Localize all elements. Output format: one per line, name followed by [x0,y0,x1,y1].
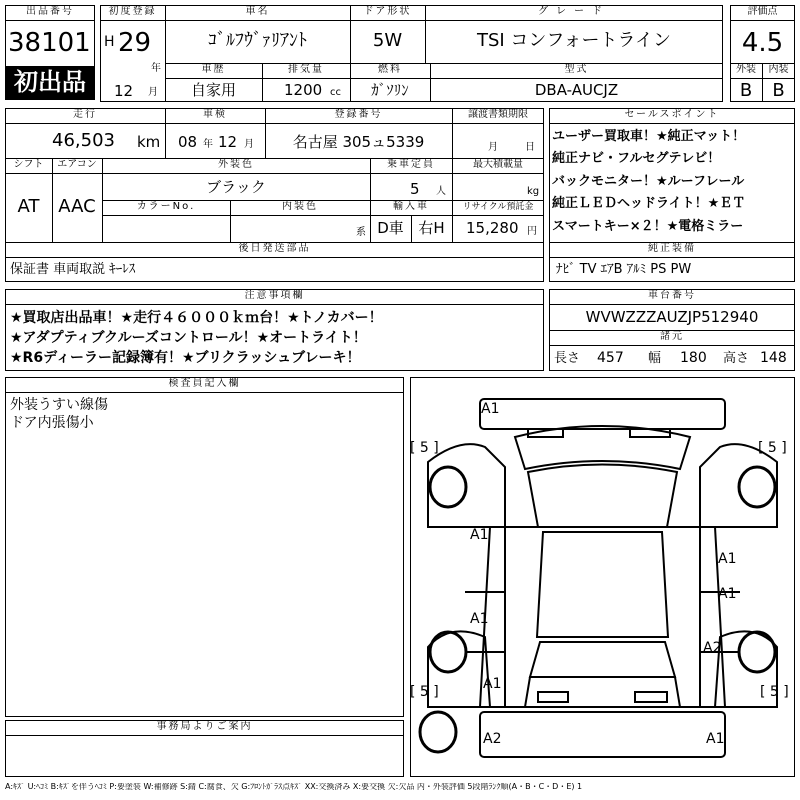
capacity-label: 乗車定員 [387,159,435,170]
era-prefix: H [104,34,115,50]
transfer-label: 譲渡書類期限 [468,109,528,120]
door-type: 5W [372,30,403,51]
note-line: ★R6ディーラー記録簿有！★ブリクラッシュブレーキ！ [10,350,361,366]
rear-lamp-left [538,692,568,702]
equipment-label: 純正装備 [648,243,696,254]
left-rear-door-mark: A1 [470,611,489,627]
inspection-year: 08 [178,133,198,151]
mileage-label: 走行 [73,109,97,120]
max-load-label: 最大積載量 [473,159,523,170]
model: DBA-AUCJZ [534,81,619,99]
right-rear-door-mark: A1 [718,586,737,602]
car-diagram [410,377,795,777]
fuel-label: 燃料 [378,64,402,75]
recycle: 15,280 [466,219,519,237]
ac: AAC [58,196,96,217]
color: ブラック [206,178,266,196]
office-label: 事務局よりご案内 [156,721,253,732]
transfer-month: 月 [488,142,498,153]
interior-color-suffix: 系 [356,227,366,238]
height-label: 高さ [723,351,750,366]
sales-point-line: 純正ナビ・フルセグテレビ！ [552,151,721,167]
plate: 名古屋 305ュ5339 [292,133,425,151]
later-parts: 保証書 車両取説 ｷｰﾚｽ [10,262,136,277]
history: 自家用 [190,81,236,99]
rear-left-tire [430,632,466,672]
ac-label: エアコン [57,159,97,170]
fuel: ｶﾞｿﾘﾝ [371,81,409,99]
recycle-label: リサイクル預託金 [462,202,534,212]
legend: A:ｷｽﾞ U:ﾍｺﾐ B:ｷｽﾞを伴うﾍｺﾐ P:要塗装 W:補修跡 S:錆 C:腐食、欠 G:ﾌﾛﾝﾄｶﾞﾗｽ点ｷｽﾞ XX:交換済み X:要交換 欠:欠品 内・外装評価 5段階ﾗﾝｸ順(A・B・C・D・E) 1 [5,783,583,791]
roof [537,532,668,637]
max-load-unit: kg [527,186,540,197]
reg-year: 29 [118,28,152,58]
equipment: ﾅﾋﾞ TV ｴｱB ｱﾙﾐ PS PW [556,262,692,277]
grade-label: グレード [538,6,610,17]
displacement-unit: cc [330,87,341,98]
height: 148 [760,350,787,366]
body-outline [480,527,725,707]
reg-year-unit: 年 [151,63,161,74]
width: 180 [680,350,707,366]
rear-bumper [480,712,725,757]
vin-label: 車台番号 [648,290,696,301]
left-front-door-mark: A1 [470,527,489,543]
grade: TSI コンフォートライン [476,30,671,51]
car-name-label: 車名 [245,6,270,17]
inspector-line: ドア内張傷小 [10,415,94,431]
score-label: 評価点 [747,6,778,17]
shift-label: シフト [13,159,44,170]
note-line: ★買取店出品車！★走行４６０００ｋｍ台！★トノカバー！ [10,310,383,326]
roof-mark: A1 [481,401,500,417]
tire-front-right: [ 5 ] [758,440,787,456]
sales-point-line: 純正ＬＥＤヘッドライト！★ＥＴ [552,196,746,212]
color-label: 外装色 [218,159,254,170]
reg-month: 12 [114,82,134,100]
notes-list [10,308,540,368]
later-parts-label: 後日発送部品 [238,243,311,254]
exterior-label: 外装 [736,64,756,75]
sales-point-line: スマートキー×２！★電格ミラー [552,218,744,234]
interior-color-label: 内装色 [282,201,318,212]
front-right-tire [739,467,775,507]
front-bumper-frame [480,399,725,429]
sales-point-line: ユーザー買取車！★純正マット！ [552,129,746,144]
windshield [515,426,690,469]
inspection-month: 12 [218,133,238,151]
capacity-unit: 人 [436,186,446,197]
color-no-label: カラーNo. [136,201,196,212]
door-label: ドア形状 [363,6,412,17]
sales-points-label: セールスポイント [624,109,720,120]
inspection-label: 車検 [203,109,227,120]
model-label: 型式 [564,64,589,75]
score: 4.5 [741,28,784,58]
dimensions-label: 諸元 [660,331,684,342]
width-label: 幅 [648,351,662,366]
reg-month-unit: 月 [148,87,158,98]
length: 457 [597,350,624,366]
rear-right-tire [739,632,775,672]
mileage: 46,503 [52,130,115,151]
inspection-year-unit: 年 [203,139,213,150]
first-listing-badge: 初出品 [6,66,94,99]
rear-left-mark: A2 [483,731,502,747]
rear-right-mark: A1 [706,731,725,747]
inspector-notes [10,396,108,432]
shift: AT [17,196,40,217]
front-left-tire [430,467,466,507]
length-label: 長さ [554,351,581,366]
tire-front-left: [ 5 ] [410,440,439,456]
note-line: ★アダプティブクルーズコントロール！★オートライト！ [10,330,367,346]
rear-glass [530,642,675,677]
interior-grade: B [772,80,785,101]
recycle-unit: 円 [527,226,537,237]
left-quarter-mark: A1 [483,676,502,692]
right-front-door-mark: A1 [718,551,737,567]
spare-tire [420,712,456,752]
tire-rear-left: [ 5 ] [410,684,439,700]
lot-number: 38101 [8,28,91,58]
sales-points-list [552,126,792,238]
hood [528,465,677,528]
import-drive: D車 [377,219,404,237]
rear-lamp-right [635,692,667,702]
exterior-grade: B [739,80,753,101]
interior-label: 内装 [768,64,789,75]
vin: WVWZZZAUZJP512940 [585,308,759,326]
displacement-label: 排気量 [288,64,324,75]
right-quarter-mark: A2 [703,640,722,656]
history-label: 車歴 [201,64,226,75]
first-reg-label: 初度登録 [108,6,157,17]
inspection-month-unit: 月 [244,139,254,150]
inspector-label: 検査員記入欄 [168,378,241,389]
notes-label: 注意事項欄 [244,290,305,301]
import-handle: 右H [418,219,445,237]
import-label: 輸入車 [393,201,429,212]
capacity: 5 [410,180,420,198]
inspector-line: 外装うすい線傷 [10,397,108,413]
transfer-day: 日 [525,142,535,153]
tire-rear-right: [ 5 ] [760,684,789,700]
plate-label: 登録番号 [334,109,383,120]
lot-number-label: 出品番号 [26,6,74,17]
sales-point-line: バックモニター！★ルーフレール [552,173,745,189]
displacement: 1200 [284,81,323,99]
mileage-unit: km [137,133,161,151]
car-name: ｺﾞﾙﾌｳﾞｧﾘｱﾝﾄ [208,30,307,51]
